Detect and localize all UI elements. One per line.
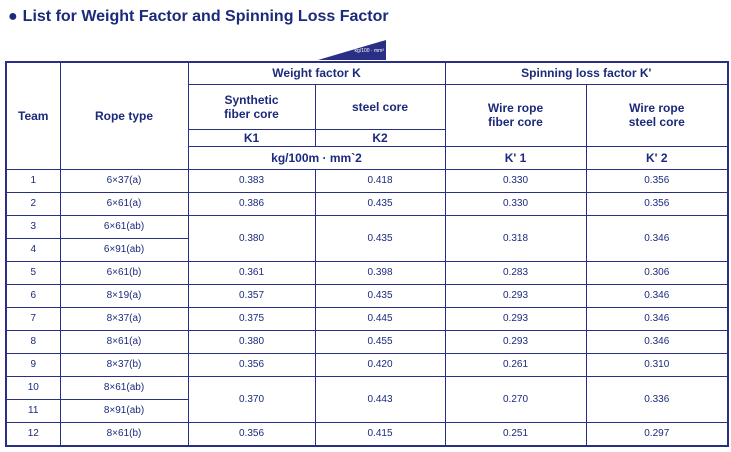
title-text: List for Weight Factor and Spinning Loss Factor <box>22 8 389 25</box>
k2-cell: 0.455 <box>315 330 445 353</box>
rope-type-cell: 8×61(ab) <box>60 376 188 399</box>
k-prime-2-cell: 0.346 <box>586 284 728 307</box>
team-cell: 8 <box>6 330 60 353</box>
title-bullet: ● <box>8 8 18 25</box>
rope-type-cell: 6×61(ab) <box>60 215 188 238</box>
k-prime-2-cell: 0.297 <box>586 422 728 446</box>
header-weight-factor: Weight factor K <box>188 62 445 84</box>
table-row <box>6 307 728 330</box>
k-prime-1-cell: 0.293 <box>445 330 586 353</box>
team-cell: 7 <box>6 307 60 330</box>
header-rope-type: Rope type <box>60 62 188 169</box>
k-prime-1-cell: 0.270 <box>445 376 586 422</box>
k1-cell: 0.386 <box>188 192 315 215</box>
table-row <box>6 261 728 284</box>
k-prime-1-cell: 0.283 <box>445 261 586 284</box>
header-steel-core: steel core <box>315 84 445 129</box>
team-cell: 6 <box>6 284 60 307</box>
unit-tag-label: kg/100 · mm² <box>354 48 384 54</box>
k-prime-1-cell: 0.330 <box>445 192 586 215</box>
table-row <box>6 330 728 353</box>
team-cell: 3 <box>6 215 60 238</box>
k1-cell: 0.375 <box>188 307 315 330</box>
k-prime-1-cell: 0.261 <box>445 353 586 376</box>
team-cell: 10 <box>6 376 60 399</box>
k-prime-2-cell: 0.336 <box>586 376 728 422</box>
header-wire-rope-fiber-core: Wire rope fiber core <box>445 84 586 146</box>
k-prime-1-cell: 0.251 <box>445 422 586 446</box>
k1-cell: 0.357 <box>188 284 315 307</box>
rope-type-cell: 8×37(a) <box>60 307 188 330</box>
rope-type-cell: 6×61(b) <box>60 261 188 284</box>
k-prime-1-cell: 0.330 <box>445 169 586 192</box>
header-synthetic-fiber-core: Synthetic fiber core <box>188 84 315 129</box>
k-prime-2-cell: 0.310 <box>586 353 728 376</box>
k2-cell: 0.435 <box>315 215 445 261</box>
table-row <box>6 215 728 238</box>
team-cell: 4 <box>6 238 60 261</box>
rope-type-cell: 6×37(a) <box>60 169 188 192</box>
rope-type-cell: 8×37(b) <box>60 353 188 376</box>
k-prime-2-cell: 0.306 <box>586 261 728 284</box>
k1-cell: 0.356 <box>188 422 315 446</box>
team-cell: 12 <box>6 422 60 446</box>
k2-cell: 0.443 <box>315 376 445 422</box>
k2-cell: 0.435 <box>315 192 445 215</box>
header-k1: K1 <box>188 129 315 146</box>
rope-type-cell: 8×91(ab) <box>60 399 188 422</box>
team-cell: 5 <box>6 261 60 284</box>
k2-cell: 0.418 <box>315 169 445 192</box>
rope-type-cell: 8×19(a) <box>60 284 188 307</box>
k-prime-1-cell: 0.293 <box>445 307 586 330</box>
k-prime-2-cell: 0.356 <box>586 169 728 192</box>
k2-cell: 0.420 <box>315 353 445 376</box>
header-spinning-loss-factor: Spinning loss factor K' <box>445 62 728 84</box>
k1-cell: 0.380 <box>188 215 315 261</box>
k2-cell: 0.445 <box>315 307 445 330</box>
k-prime-2-cell: 0.346 <box>586 330 728 353</box>
header-k2: K2 <box>315 129 445 146</box>
k2-cell: 0.398 <box>315 261 445 284</box>
table-row <box>6 169 728 192</box>
header-weight-unit: kg/100m · mm`2 <box>188 146 445 169</box>
rope-type-cell: 8×61(a) <box>60 330 188 353</box>
team-cell: 2 <box>6 192 60 215</box>
k-prime-2-cell: 0.346 <box>586 307 728 330</box>
table-row <box>6 353 728 376</box>
rope-type-cell: 6×91(ab) <box>60 238 188 261</box>
k-prime-1-cell: 0.318 <box>445 215 586 261</box>
k-prime-2-cell: 0.346 <box>586 215 728 261</box>
rope-type-cell: 6×61(a) <box>60 192 188 215</box>
header-wire-rope-steel-core: Wire rope steel core <box>586 84 728 146</box>
k1-cell: 0.370 <box>188 376 315 422</box>
team-cell: 1 <box>6 169 60 192</box>
k2-cell: 0.415 <box>315 422 445 446</box>
k1-cell: 0.361 <box>188 261 315 284</box>
header-k-prime-1: K' 1 <box>445 146 586 169</box>
page-title <box>8 8 389 26</box>
k-prime-2-cell: 0.356 <box>586 192 728 215</box>
table-row <box>6 422 728 446</box>
table-row <box>6 376 728 399</box>
table-row <box>6 192 728 215</box>
factor-table <box>5 61 729 447</box>
table-row <box>6 284 728 307</box>
team-cell: 11 <box>6 399 60 422</box>
k1-cell: 0.380 <box>188 330 315 353</box>
header-team: Team <box>6 62 60 169</box>
team-cell: 9 <box>6 353 60 376</box>
k1-cell: 0.356 <box>188 353 315 376</box>
header-k-prime-2: K' 2 <box>586 146 728 169</box>
k-prime-1-cell: 0.293 <box>445 284 586 307</box>
rope-type-cell: 8×61(b) <box>60 422 188 446</box>
k1-cell: 0.383 <box>188 169 315 192</box>
k2-cell: 0.435 <box>315 284 445 307</box>
unit-tag <box>318 40 386 60</box>
